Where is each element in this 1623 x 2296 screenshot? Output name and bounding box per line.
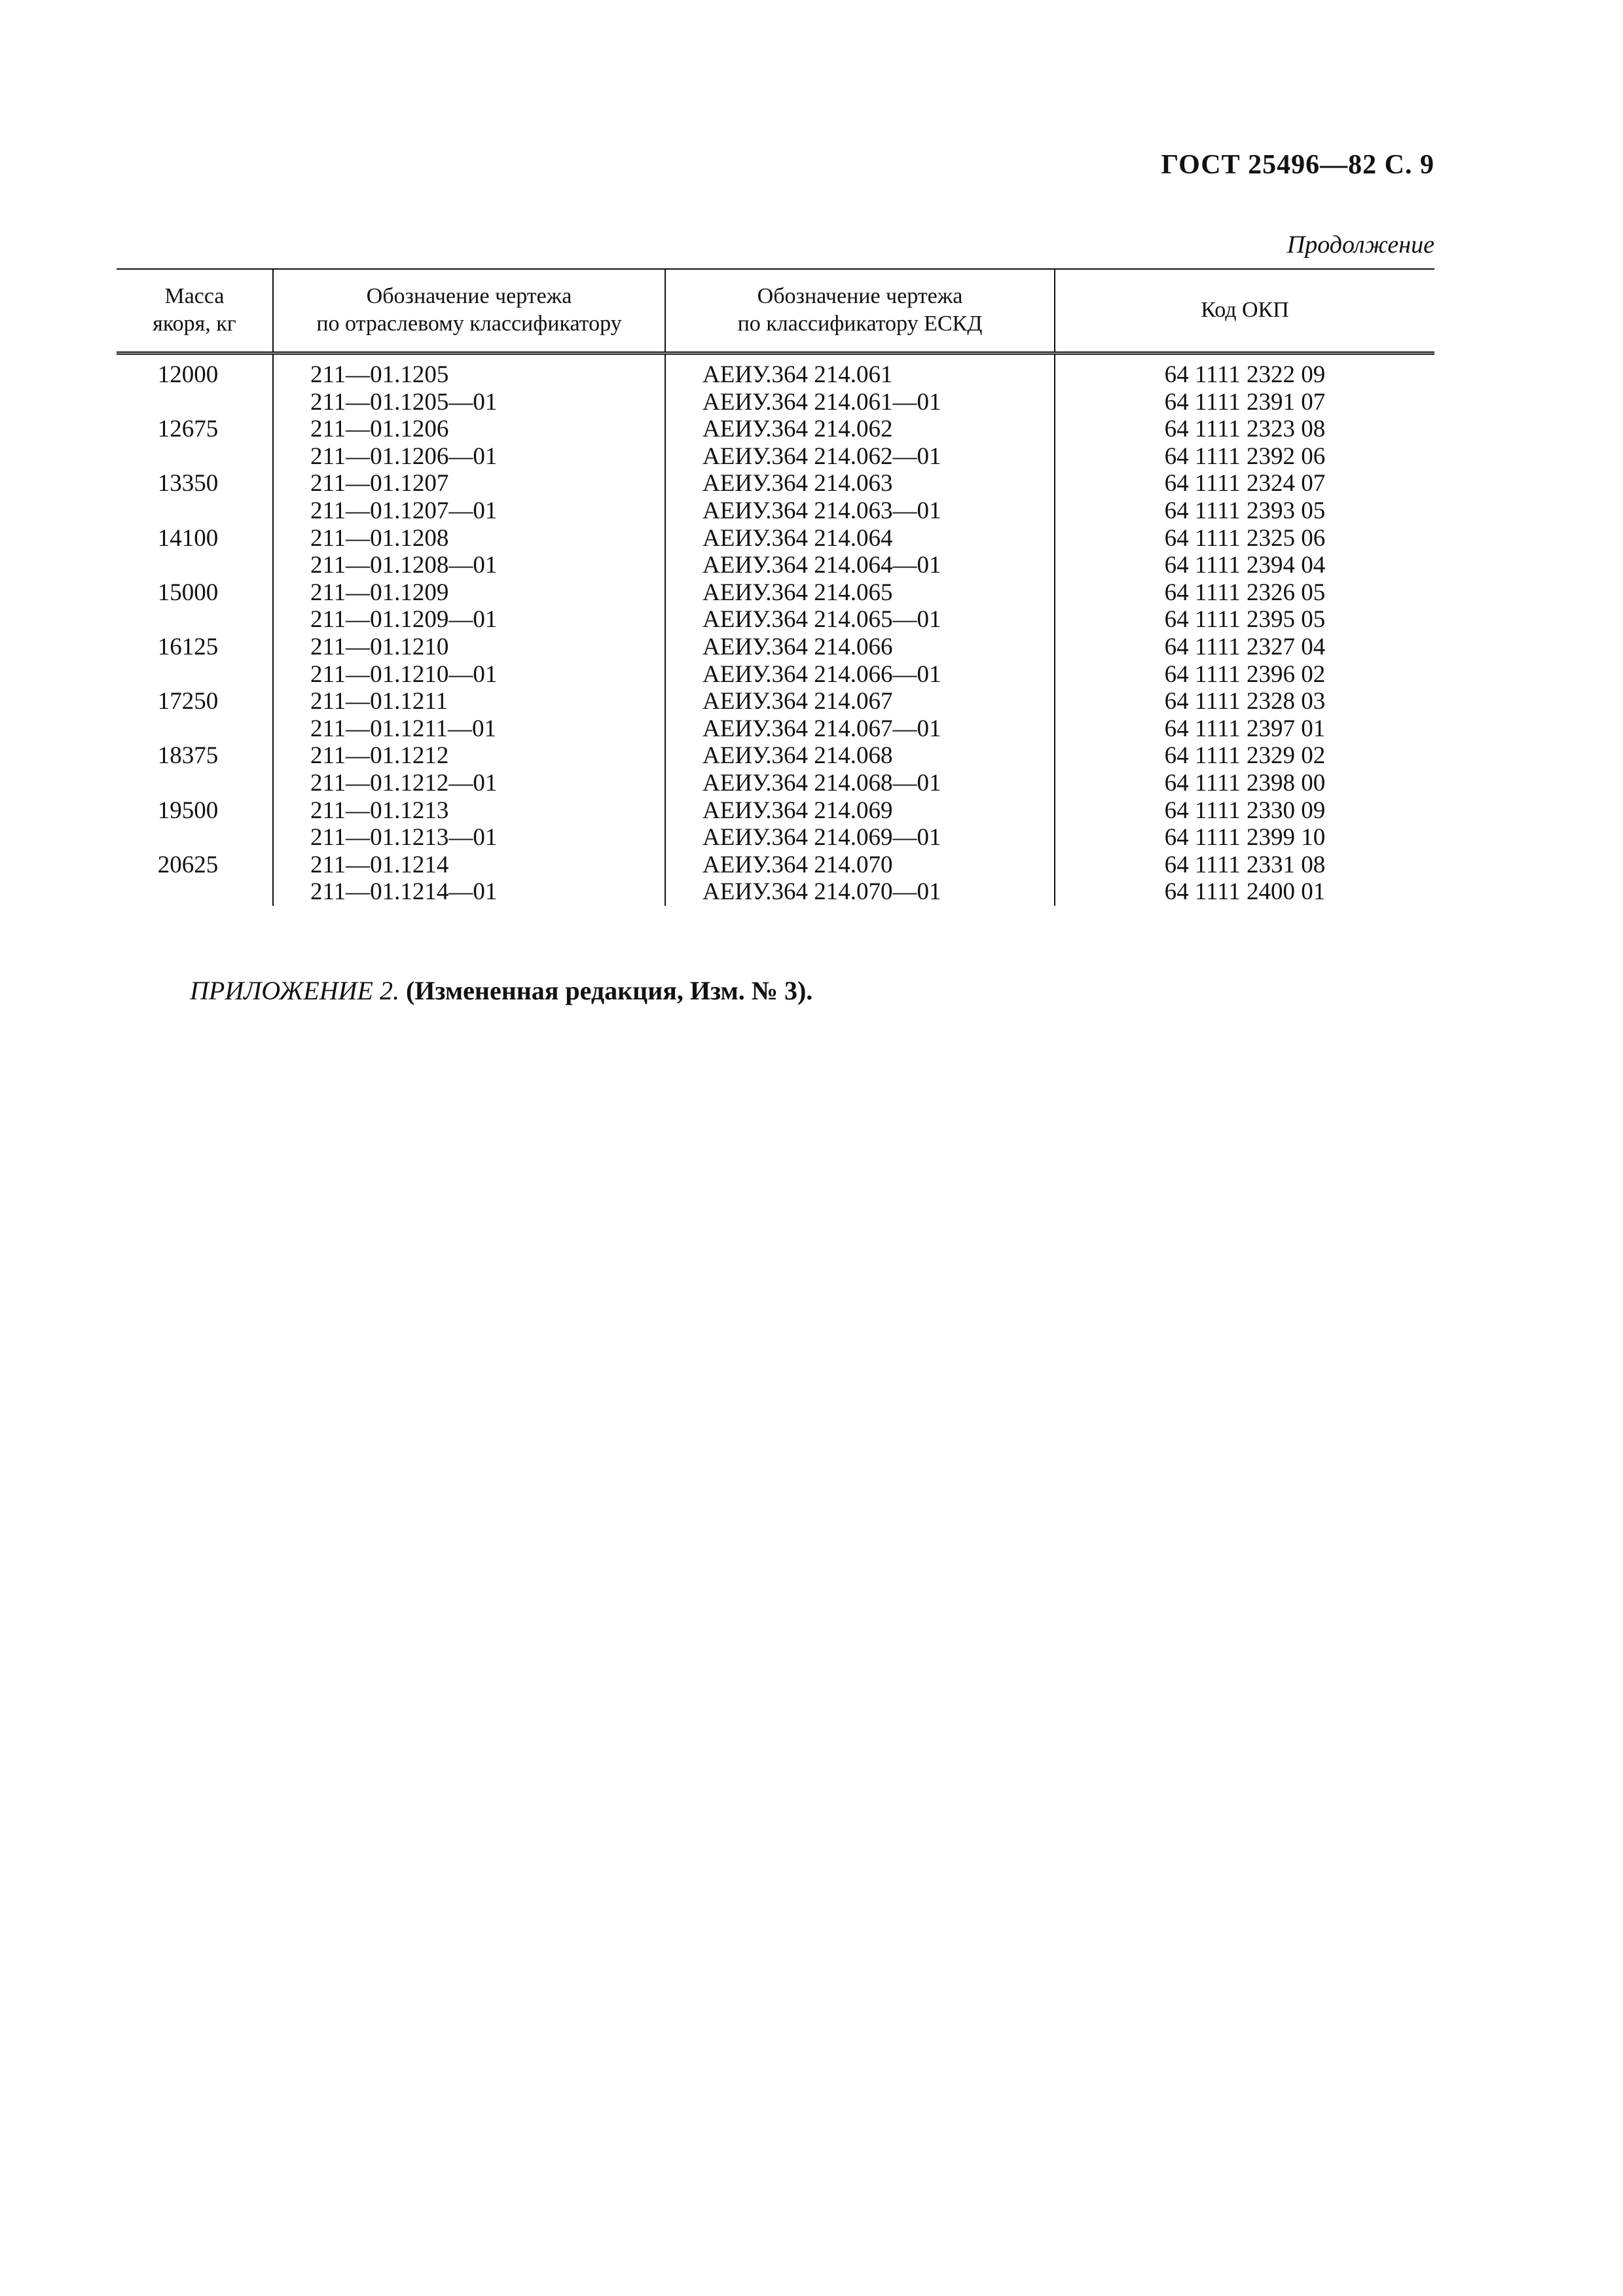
drawing-table [117, 268, 1434, 906]
table-row [117, 416, 1434, 470]
drawing-industry-code: 211—01.1213 [310, 797, 449, 824]
table-row [117, 525, 1434, 579]
cell-drawing-industry [273, 470, 665, 524]
cell-okp [1055, 470, 1434, 524]
cell-mass [117, 634, 273, 688]
cell-drawing-eskd [665, 470, 1055, 524]
mass-value: 12000 [157, 361, 219, 388]
okp-code: 64 1111 2392 06 [1164, 442, 1326, 470]
cell-mass [117, 353, 273, 416]
cell-drawing-industry [273, 525, 665, 579]
okp-code: 64 1111 2322 09 [1164, 361, 1326, 388]
column-header-mass [117, 269, 273, 353]
mass-value: 14100 [157, 524, 219, 552]
mass-value: 12675 [157, 416, 219, 443]
header-line: Масса [164, 283, 225, 308]
cell-mass [117, 579, 273, 634]
drawing-industry-code: 211—01.1210—01 [310, 660, 498, 688]
page-header: ГОСТ 25496—82 С. 9 [1161, 150, 1434, 180]
cell-okp [1055, 525, 1434, 579]
mass-value: 15000 [157, 579, 219, 606]
cell-mass [117, 742, 273, 797]
cell-okp [1055, 742, 1434, 797]
cell-drawing-industry [273, 634, 665, 688]
okp-code: 64 1111 2395 05 [1164, 606, 1326, 634]
drawing-eskd-code: АЕИУ.364 214.064 [702, 524, 893, 552]
drawing-eskd-code: АЕИУ.364 214.061—01 [702, 388, 941, 416]
table-row [117, 852, 1434, 906]
continuation-label: Продолжение [1286, 231, 1434, 259]
drawing-industry-code: 211—01.1212—01 [310, 769, 498, 797]
mass-value: 20625 [157, 851, 219, 878]
drawing-eskd-code: АЕИУ.364 214.062—01 [702, 442, 941, 470]
cell-drawing-eskd [665, 416, 1055, 470]
cell-okp [1055, 416, 1434, 470]
drawing-eskd-code: АЕИУ.364 214.070 [702, 851, 893, 878]
drawing-industry-code: 211—01.1210 [310, 633, 449, 660]
cell-drawing-industry [273, 852, 665, 906]
okp-code: 64 1111 2325 06 [1164, 524, 1326, 552]
drawing-eskd-code: АЕИУ.364 214.068—01 [702, 769, 941, 797]
okp-code: 64 1111 2394 04 [1164, 552, 1326, 579]
header-line: по отраслевому классификатору [316, 311, 622, 336]
column-header-drawing-eskd [665, 269, 1055, 353]
drawing-eskd-code: АЕИУ.364 214.068 [702, 742, 893, 770]
mass-value: 16125 [157, 633, 219, 660]
cell-mass [117, 416, 273, 470]
okp-code: 64 1111 2326 05 [1164, 579, 1326, 606]
drawing-eskd-code: АЕИУ.364 214.066 [702, 633, 893, 660]
column-header-okp [1055, 269, 1434, 353]
okp-code: 64 1111 2399 10 [1164, 824, 1326, 852]
drawing-eskd-code: АЕИУ.364 214.061 [702, 361, 893, 388]
cell-drawing-eskd [665, 525, 1055, 579]
header-line: Обозначение чертежа [757, 283, 963, 308]
okp-code: 64 1111 2330 09 [1164, 797, 1326, 824]
cell-okp [1055, 353, 1434, 416]
drawing-eskd-code: АЕИУ.364 214.063—01 [702, 497, 941, 524]
drawing-industry-code: 211—01.1212 [310, 742, 449, 770]
drawing-industry-code: 211—01.1206 [310, 416, 449, 443]
cell-okp [1055, 579, 1434, 634]
cell-drawing-eskd [665, 852, 1055, 906]
cell-mass [117, 797, 273, 852]
cell-okp [1055, 688, 1434, 742]
drawing-industry-code: 211—01.1208 [310, 524, 449, 552]
cell-drawing-industry [273, 688, 665, 742]
drawing-industry-code: 211—01.1209 [310, 579, 449, 606]
cell-drawing-industry [273, 353, 665, 416]
okp-code: 64 1111 2328 03 [1164, 688, 1326, 715]
okp-code: 64 1111 2331 08 [1164, 851, 1326, 878]
mass-value: 17250 [157, 688, 219, 715]
drawing-eskd-code: АЕИУ.364 214.069 [702, 797, 893, 824]
mass-value: 19500 [157, 797, 219, 824]
cell-okp [1055, 634, 1434, 688]
cell-mass [117, 852, 273, 906]
drawing-eskd-code: АЕИУ.364 214.065—01 [702, 606, 941, 634]
cell-drawing-eskd [665, 688, 1055, 742]
cell-mass [117, 470, 273, 524]
table-row [117, 742, 1434, 797]
header-line: Обозначение чертежа [366, 283, 572, 308]
cell-mass [117, 688, 273, 742]
header-line: Код ОКП [1201, 297, 1289, 322]
drawing-industry-code: 211—01.1213—01 [310, 824, 498, 852]
column-header-drawing-industry [273, 269, 665, 353]
cell-drawing-industry [273, 579, 665, 634]
table-row [117, 797, 1434, 852]
drawing-industry-code: 211—01.1206—01 [310, 442, 498, 470]
okp-code: 64 1111 2393 05 [1164, 497, 1326, 524]
okp-code: 64 1111 2396 02 [1164, 660, 1326, 688]
drawing-eskd-code: АЕИУ.364 214.070—01 [702, 878, 941, 906]
okp-code: 64 1111 2324 07 [1164, 470, 1326, 497]
table-row [117, 470, 1434, 524]
drawing-industry-code: 211—01.1208—01 [310, 552, 498, 579]
header-line: по классификатору ЕСКД [737, 311, 983, 336]
drawing-industry-code: 211—01.1207—01 [310, 497, 498, 524]
drawing-industry-code: 211—01.1209—01 [310, 606, 498, 634]
cell-okp [1055, 852, 1434, 906]
cell-drawing-eskd [665, 742, 1055, 797]
cell-drawing-eskd [665, 353, 1055, 416]
cell-drawing-industry [273, 416, 665, 470]
table-row [117, 634, 1434, 688]
drawing-industry-code: 211—01.1207 [310, 470, 449, 497]
okp-code: 64 1111 2400 01 [1164, 878, 1326, 906]
table-row [117, 353, 1434, 416]
table-body [117, 353, 1434, 906]
drawing-eskd-code: АЕИУ.364 214.064—01 [702, 552, 941, 579]
table-header [117, 269, 1434, 353]
drawing-industry-code: 211—01.1214—01 [310, 878, 498, 906]
okp-code: 64 1111 2397 01 [1164, 715, 1326, 742]
cell-drawing-eskd [665, 579, 1055, 634]
table-row [117, 579, 1434, 634]
cell-mass [117, 525, 273, 579]
drawing-eskd-code: АЕИУ.364 214.063 [702, 470, 893, 497]
okp-code: 64 1111 2323 08 [1164, 416, 1326, 443]
okp-code: 64 1111 2391 07 [1164, 388, 1326, 416]
cell-drawing-eskd [665, 634, 1055, 688]
drawing-eskd-code: АЕИУ.364 214.066—01 [702, 660, 941, 688]
drawing-industry-code: 211—01.1211 [310, 688, 448, 715]
drawing-industry-code: 211—01.1205 [310, 361, 449, 388]
drawing-eskd-code: АЕИУ.364 214.065 [702, 579, 893, 606]
appendix-label: ПРИЛОЖЕНИЕ 2. [190, 976, 399, 1005]
okp-code: 64 1111 2398 00 [1164, 769, 1326, 797]
header-line: якоря, кг [153, 311, 236, 336]
drawing-eskd-code: АЕИУ.364 214.067—01 [702, 715, 941, 742]
cell-okp [1055, 797, 1434, 852]
drawing-industry-code: 211—01.1211—01 [310, 715, 497, 742]
table-row [117, 688, 1434, 742]
drawing-eskd-code: АЕИУ.364 214.069—01 [702, 824, 941, 852]
drawing-industry-code: 211—01.1205—01 [310, 388, 498, 416]
drawing-eskd-code: АЕИУ.364 214.067 [702, 688, 893, 715]
cell-drawing-industry [273, 742, 665, 797]
drawing-industry-code: 211—01.1214 [310, 851, 449, 878]
okp-code: 64 1111 2327 04 [1164, 633, 1326, 660]
okp-code: 64 1111 2329 02 [1164, 742, 1326, 770]
mass-value: 18375 [157, 742, 219, 770]
cell-drawing-eskd [665, 797, 1055, 852]
appendix-text: (Измененная редакция, Изм. № 3). [405, 976, 813, 1005]
appendix-note [190, 975, 812, 1006]
drawing-eskd-code: АЕИУ.364 214.062 [702, 416, 893, 443]
cell-drawing-industry [273, 797, 665, 852]
mass-value: 13350 [157, 470, 219, 497]
